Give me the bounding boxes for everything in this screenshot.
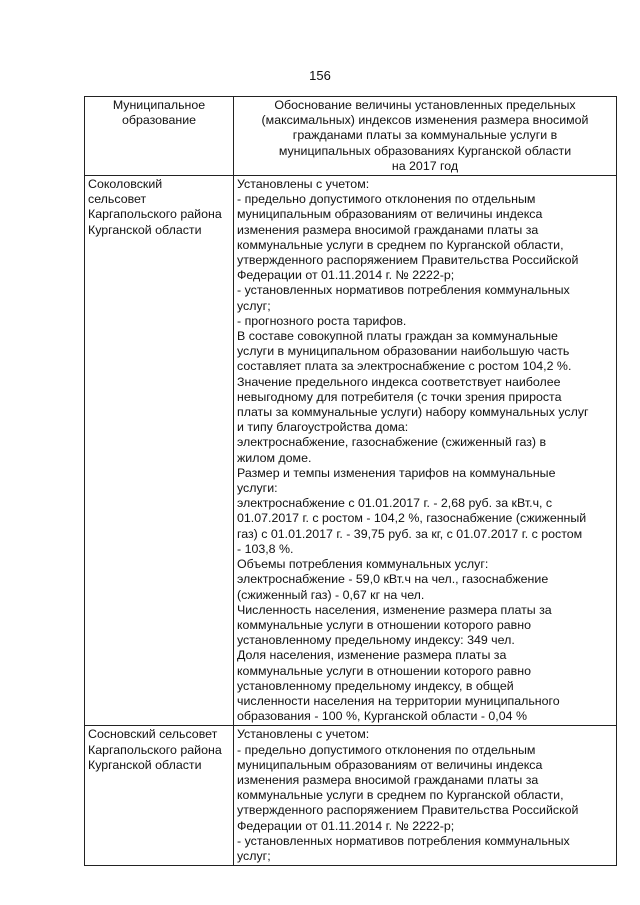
- text-line: платы за коммунальные услуги) набору коммунальных услуг: [237, 405, 589, 420]
- text-line: Установлены с учетом:: [237, 727, 370, 742]
- text-line: образование: [121, 113, 197, 128]
- justification-cell: [234, 726, 617, 866]
- text-line: электроснабжение, газоснабжение (сжиженный газ) в: [237, 435, 547, 450]
- text-line: утвержденного распоряжением Правительства Российской: [237, 253, 579, 268]
- index-justification-table: [84, 96, 617, 866]
- table-row: [85, 726, 617, 866]
- text-line: Объемы потребления коммунальных услуг:: [237, 557, 489, 572]
- header-municipality: [85, 97, 234, 176]
- text-line: коммунальные услуги в среднем по Курганской области,: [237, 788, 564, 803]
- text-line: гражданами платы за коммунальные услуги в: [292, 128, 558, 143]
- text-line: невыгодному для потребителя (с точки зрения прироста: [237, 389, 562, 404]
- text-line: изменения размера вносимой гражданами платы за: [237, 772, 539, 787]
- text-line: Численность населения, изменение размера платы за: [237, 602, 552, 617]
- text-line: жилом доме.: [237, 450, 312, 465]
- text-line: - установленных нормативов потребления коммунальных: [237, 833, 570, 848]
- text-line: Доля населения, изменение размера платы за: [237, 648, 507, 663]
- text-line: установленному предельному индексу: 349 чел.: [237, 633, 515, 648]
- text-line: Сосновский сельсовет: [88, 727, 218, 742]
- text-line: услуги в муниципальном образовании наибольшую часть: [237, 344, 570, 359]
- text-line: Размер и темпы изменения тарифов на коммунальные: [237, 465, 556, 480]
- text-line: услуг;: [237, 298, 271, 313]
- text-line: Курганской области: [88, 757, 202, 772]
- text-line: составляет плата за электроснабжение с ростом 104,2 %.: [237, 359, 572, 374]
- table-row: [85, 176, 617, 726]
- text-line: - предельно допустимого отклонения по отдельным: [237, 192, 536, 207]
- text-line: Муниципальное: [112, 98, 206, 112]
- text-line: В составе совокупной платы граждан за коммунальные: [237, 329, 558, 344]
- text-line: Курганской области: [88, 222, 202, 237]
- text-line: Федерации от 01.11.2014 г. № 2222-р;: [237, 818, 455, 833]
- municipality-cell: [85, 726, 234, 866]
- text-line: газ) с 01.01.2017 г. - 39,75 руб. за кг, с 01.07.2017 г. с ростом: [237, 526, 583, 541]
- municipality-cell: [85, 176, 234, 726]
- text-line: сельсовет: [88, 192, 147, 207]
- text-line: на 2017 год: [391, 158, 459, 173]
- text-line: услуг;: [237, 848, 271, 863]
- text-line: Обоснование величины установленных предельных: [274, 98, 576, 112]
- text-line: услуги:: [237, 481, 278, 496]
- text-line: муниципальных образованиях Курганской области: [278, 143, 572, 158]
- header-justification: [234, 97, 617, 176]
- text-line: утвержденного распоряжением Правительства Российской: [237, 803, 579, 818]
- text-line: электроснабжение - 59,0 кВт.ч на чел., газоснабжение: [237, 572, 549, 587]
- page-number: 156: [309, 68, 331, 83]
- text-line: и типу благоустройства дома:: [237, 420, 409, 435]
- text-line: изменения размера вносимой гражданами платы за: [237, 222, 539, 237]
- text-line: - 103,8 %.: [237, 541, 294, 556]
- text-line: 01.07.2017 г. с ростом - 104,2 %, газоснабжение (сжиженный: [237, 511, 587, 526]
- text-line: коммунальные услуги в отношении которого равно: [237, 617, 531, 632]
- text-line: - прогнозного роста тарифов.: [237, 313, 407, 328]
- text-line: муниципальным образованиям от величины индекса: [237, 757, 543, 772]
- text-line: Каргапольского района: [88, 742, 222, 757]
- text-line: установленному предельному индексу, в общей: [237, 678, 514, 693]
- text-line: - предельно допустимого отклонения по отдельным: [237, 742, 536, 757]
- text-line: образования - 100 %, Курганской области - 0,04 %: [237, 709, 527, 724]
- text-line: Каргапольского района: [88, 207, 222, 222]
- text-line: - установленных нормативов потребления коммунальных: [237, 283, 570, 298]
- text-line: Соколовский: [88, 177, 163, 192]
- text-line: Установлены с учетом:: [237, 177, 370, 192]
- text-line: (сжиженный газ) - 0,67 кг на чел.: [237, 587, 425, 602]
- text-line: электроснабжение с 01.01.2017 г. - 2,68 руб. за кВт.ч, с: [237, 496, 553, 511]
- text-line: (максимальных) индексов изменения размера вносимой: [261, 113, 589, 128]
- justification-cell: [234, 176, 617, 726]
- text-line: Федерации от 01.11.2014 г. № 2222-р;: [237, 268, 455, 283]
- text-line: численности населения на территории муниципального: [237, 693, 560, 708]
- text-line: коммунальные услуги в отношении которого равно: [237, 663, 531, 678]
- text-line: муниципальным образованиям от величины индекса: [237, 207, 543, 222]
- table-header-row: [85, 97, 617, 176]
- text-line: Значение предельного индекса соответствует наиболее: [237, 374, 561, 389]
- text-line: коммунальные услуги в среднем по Курганской области,: [237, 237, 564, 252]
